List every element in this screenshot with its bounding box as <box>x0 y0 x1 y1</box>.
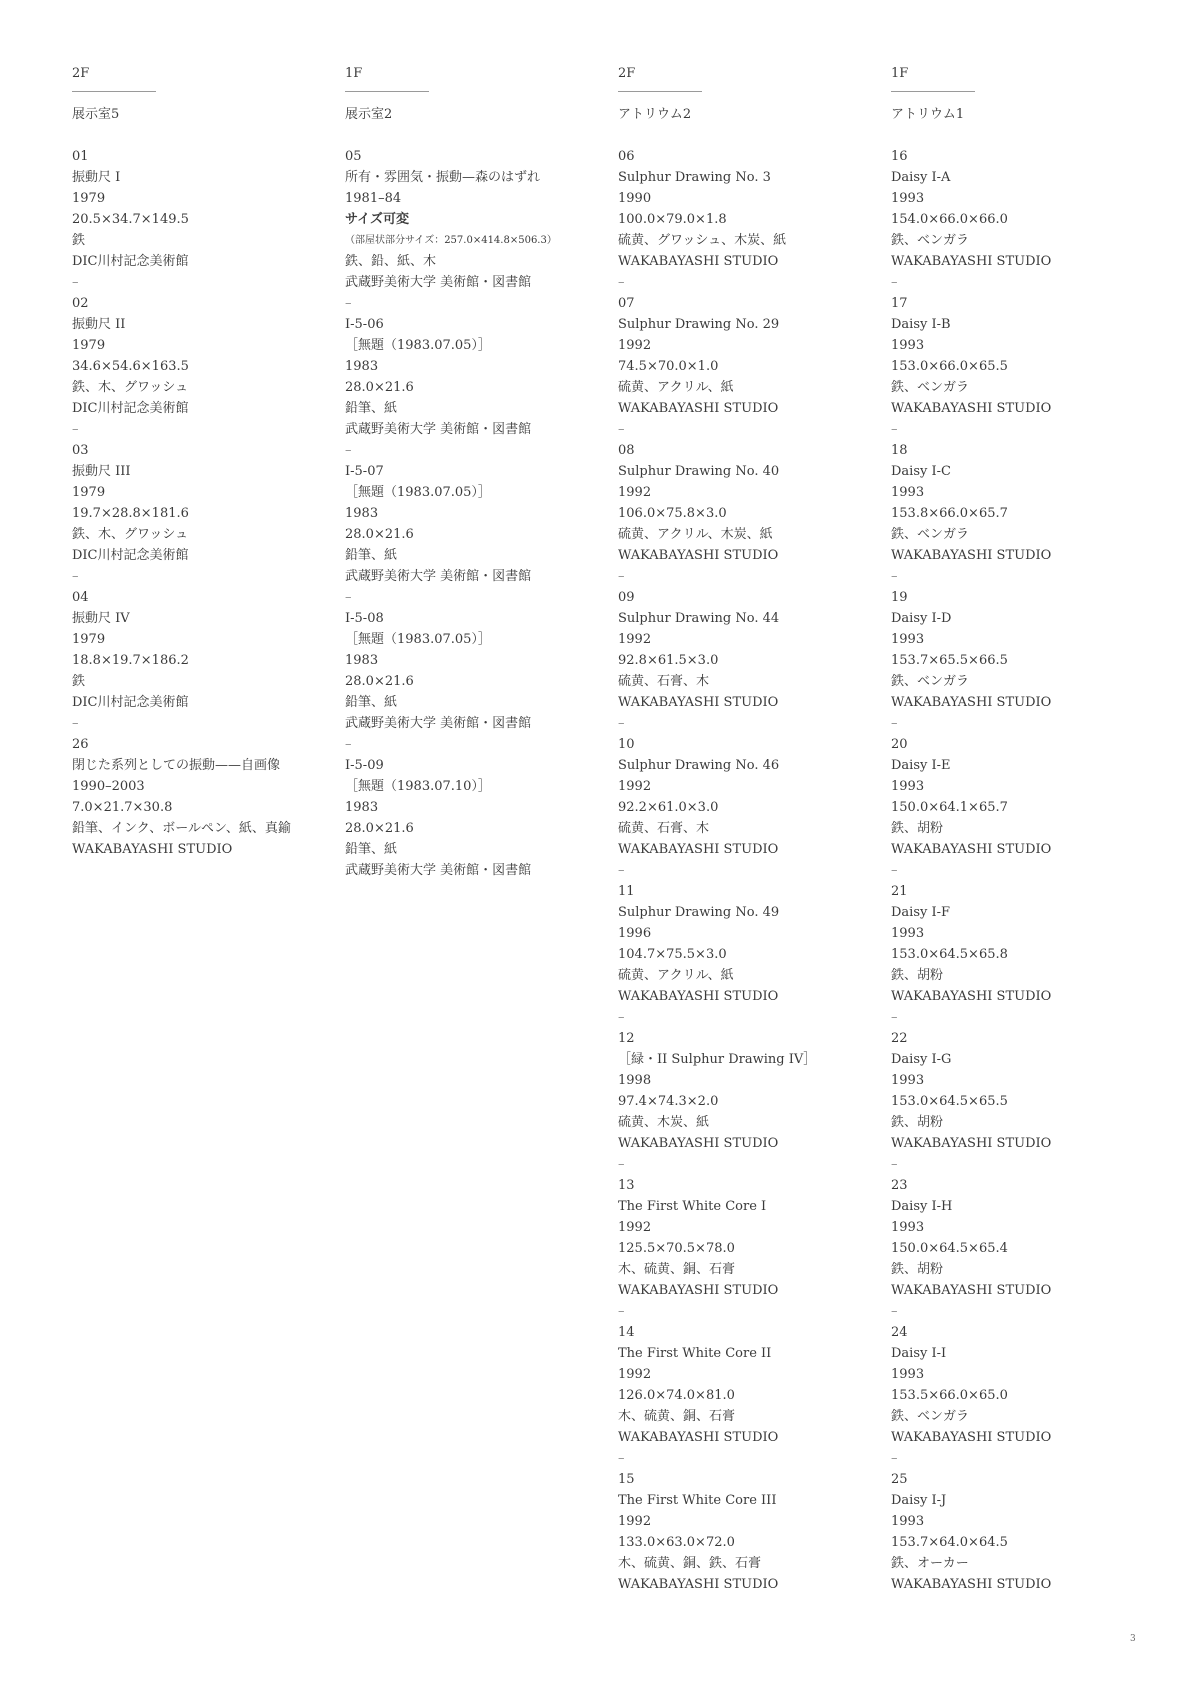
entry-line: WAKABAYASHI STUDIO <box>618 1430 779 1445</box>
entry-line: 125.5×70.5×78.0 <box>618 1241 735 1256</box>
entry-line: 153.0×64.5×65.8 <box>891 947 1008 962</box>
entry-line: 1992 <box>618 485 652 500</box>
page-number: 3 <box>1130 1634 1136 1644</box>
entry-line: 02 <box>72 296 89 311</box>
entry-line: 鉄、胡粉 <box>891 968 944 983</box>
entry-line: 武蔵野美術大学 美術館・図書館 <box>345 422 532 437</box>
entry-line: 鉄、ベンガラ <box>891 674 970 689</box>
entry-line: 硫黄、アクリル、木炭、紙 <box>618 527 773 542</box>
entry-line: 1992 <box>618 1220 652 1235</box>
entry-line: 閉じた系列としての振動——自画像 <box>72 758 281 773</box>
entry-line: 1979 <box>72 338 106 353</box>
entry-separator: – <box>618 569 625 584</box>
entry-separator: – <box>618 1010 625 1025</box>
entry-line: DIC川村記念美術館 <box>72 548 189 563</box>
entry-line: 硫黄、グワッシュ、木炭、紙 <box>618 233 787 248</box>
entry-separator: – <box>891 275 898 290</box>
entry-line: 木、硫黄、銅、鉄、石膏 <box>618 1556 762 1571</box>
entry-line: WAKABAYASHI STUDIO <box>891 1577 1052 1592</box>
entry-line: WAKABAYASHI STUDIO <box>72 842 233 857</box>
room-label: アトリウム2 <box>618 107 692 122</box>
entry-line: WAKABAYASHI STUDIO <box>618 548 779 563</box>
entry-line: 1983 <box>345 359 379 374</box>
column-1 <box>72 63 342 860</box>
entry-line: 1990 <box>618 191 652 206</box>
entry-line: 74.5×70.0×1.0 <box>618 359 719 374</box>
entry-separator: – <box>618 863 625 878</box>
entry-line: Daisy I-E <box>891 758 951 773</box>
entry-line: 1993 <box>891 779 925 794</box>
floor-label: 1F <box>345 66 363 81</box>
entry-line: Sulphur Drawing No. 46 <box>618 758 780 773</box>
entry-separator: – <box>72 569 79 584</box>
entry-line: 硫黄、石膏、木 <box>618 674 710 689</box>
entry-line: 154.0×66.0×66.0 <box>891 212 1008 227</box>
entry-separator: – <box>72 422 79 437</box>
entry-line: 鉄、鉛、紙、木 <box>345 254 437 269</box>
entry-line: 28.0×21.6 <box>345 527 414 542</box>
entry-line: 14 <box>618 1325 635 1340</box>
entry-line: 97.4×74.3×2.0 <box>618 1094 719 1109</box>
artwork-list <box>891 146 1161 1595</box>
entry-line: 1992 <box>618 1514 652 1529</box>
entry-line: 153.7×65.5×66.5 <box>891 653 1008 668</box>
entry-separator: – <box>891 716 898 731</box>
entry-line: 1992 <box>618 779 652 794</box>
entry-line: 1993 <box>891 338 925 353</box>
entry-line: 03 <box>72 443 89 458</box>
entry-line: 硫黄、石膏、木 <box>618 821 710 836</box>
entry-line: 鉄、ベンガラ <box>891 527 970 542</box>
entry-separator: – <box>891 569 898 584</box>
entry-line: WAKABAYASHI STUDIO <box>891 1136 1052 1151</box>
entry-line: 05 <box>345 149 362 164</box>
entry-line: 21 <box>891 884 908 899</box>
entry-line: 07 <box>618 296 635 311</box>
entry-separator: – <box>618 716 625 731</box>
divider <box>345 91 429 92</box>
entry-line: 13 <box>618 1178 635 1193</box>
entry-line: Daisy I-I <box>891 1346 947 1361</box>
entry-line: 振動尺 III <box>72 464 131 479</box>
entry-line: 1993 <box>891 1514 925 1529</box>
entry-line: 鉄、ベンガラ <box>891 233 970 248</box>
entry-line: 1993 <box>891 632 925 647</box>
entry-line: 振動尺 II <box>72 317 126 332</box>
entry-line: Sulphur Drawing No. 44 <box>618 611 780 626</box>
entry-line: 鉛筆、インク、ボールペン、紙、真鍮 <box>72 821 291 836</box>
entry-line: 所有・雰囲気・振動—森のはずれ <box>345 170 541 185</box>
room-label: 展示室5 <box>72 107 120 122</box>
entry-line: 鉄 <box>72 674 86 689</box>
entry-line: Daisy I-J <box>891 1493 947 1508</box>
entry-line: 34.6×54.6×163.5 <box>72 359 189 374</box>
entry-line: 153.5×66.0×65.0 <box>891 1388 1008 1403</box>
entry-line: 17 <box>891 296 908 311</box>
entry-separator: – <box>345 443 352 458</box>
entry-line: 武蔵野美術大学 美術館・図書館 <box>345 863 532 878</box>
entry-line: 20.5×34.7×149.5 <box>72 212 189 227</box>
entry-line: WAKABAYASHI STUDIO <box>891 989 1052 1004</box>
column-3 <box>618 63 888 1595</box>
entry-line: WAKABAYASHI STUDIO <box>891 1283 1052 1298</box>
entry-line: 25 <box>891 1472 908 1487</box>
entry-line: 振動尺 IV <box>72 611 130 626</box>
entry-line: 01 <box>72 149 89 164</box>
entry-line: 150.0×64.5×65.4 <box>891 1241 1008 1256</box>
entry-line: 硫黄、アクリル、紙 <box>618 380 734 395</box>
entry-line: 硫黄、木炭、紙 <box>618 1115 710 1130</box>
entry-separator: – <box>891 422 898 437</box>
entry-line: 木、硫黄、銅、石膏 <box>618 1262 736 1277</box>
entry-line: WAKABAYASHI STUDIO <box>891 1430 1052 1445</box>
entry-line: 武蔵野美術大学 美術館・図書館 <box>345 569 532 584</box>
entry-line: WAKABAYASHI STUDIO <box>891 401 1052 416</box>
artwork-list <box>618 146 888 1595</box>
divider <box>618 91 702 92</box>
entry-separator: – <box>72 275 79 290</box>
entry-line: 100.0×79.0×1.8 <box>618 212 727 227</box>
entry-line: 鉄、オーカー <box>891 1556 969 1571</box>
entry-line: 鉛筆、紙 <box>345 548 398 563</box>
entry-line: 7.0×21.7×30.8 <box>72 800 173 815</box>
entry-line: 28.0×21.6 <box>345 380 414 395</box>
entry-line: ［無題（1983.07.05）］ <box>345 338 491 353</box>
room-label: アトリウム1 <box>891 107 965 122</box>
entry-separator: – <box>345 590 352 605</box>
floor-label: 2F <box>618 66 636 81</box>
entry-line: 鉛筆、紙 <box>345 695 398 710</box>
entry-line: Daisy I-A <box>891 170 951 185</box>
entry-line: 鉄、胡粉 <box>891 821 944 836</box>
entry-line: 104.7×75.5×3.0 <box>618 947 727 962</box>
entry-line: WAKABAYASHI STUDIO <box>891 548 1052 563</box>
column-4 <box>891 63 1161 1595</box>
entry-line: 振動尺 I <box>72 170 121 185</box>
entry-separator: – <box>345 737 352 752</box>
entry-line: Daisy I-D <box>891 611 952 626</box>
entry-line: Daisy I-B <box>891 317 951 332</box>
entry-line: Daisy I-F <box>891 905 951 920</box>
entry-line: DIC川村記念美術館 <box>72 401 189 416</box>
entry-line: DIC川村記念美術館 <box>72 695 189 710</box>
entry-line: 武蔵野美術大学 美術館・図書館 <box>345 275 532 290</box>
entry-line: 28.0×21.6 <box>345 674 414 689</box>
entry-line: 鉄、ベンガラ <box>891 380 970 395</box>
entry-line: The First White Core III <box>618 1493 777 1508</box>
divider <box>891 91 975 92</box>
entry-line: WAKABAYASHI STUDIO <box>891 842 1052 857</box>
entry-line: 24 <box>891 1325 908 1340</box>
entry-line: I-5-08 <box>345 611 384 626</box>
entry-line: WAKABAYASHI STUDIO <box>618 989 779 1004</box>
entry-line: 硫黄、アクリル、紙 <box>618 968 734 983</box>
entry-line: 木、硫黄、銅、石膏 <box>618 1409 736 1424</box>
entry-line: 鉄、胡粉 <box>891 1262 944 1277</box>
floor-label: 2F <box>72 66 90 81</box>
entry-line: Sulphur Drawing No. 40 <box>618 464 780 479</box>
entry-line: WAKABAYASHI STUDIO <box>618 1577 779 1592</box>
entry-line: The First White Core II <box>618 1346 772 1361</box>
entry-line: 1979 <box>72 485 106 500</box>
entry-separator: – <box>618 422 625 437</box>
floor-label: 1F <box>891 66 909 81</box>
entry-line: Daisy I-H <box>891 1199 953 1214</box>
entry-line: 12 <box>618 1031 635 1046</box>
column-2 <box>345 63 615 881</box>
entry-line: DIC川村記念美術館 <box>72 254 189 269</box>
entry-separator: – <box>891 1451 898 1466</box>
entry-line: WAKABAYASHI STUDIO <box>618 695 779 710</box>
entry-line: 10 <box>618 737 635 752</box>
entry-line: 1993 <box>891 1220 925 1235</box>
artwork-list <box>345 146 615 881</box>
entry-line: WAKABAYASHI STUDIO <box>891 695 1052 710</box>
entry-line: 18 <box>891 443 908 458</box>
entry-line: 28.0×21.6 <box>345 821 414 836</box>
entry-line: 1992 <box>618 1367 652 1382</box>
entry-line: （部屋状部分サイズ：257.0×414.8×506.3） <box>345 235 557 246</box>
entry-line: 106.0×75.8×3.0 <box>618 506 727 521</box>
divider <box>72 91 156 92</box>
entry-line: 鉄、ベンガラ <box>891 1409 970 1424</box>
entry-separator: – <box>618 1157 625 1172</box>
entry-line: 11 <box>618 884 635 899</box>
entry-line: Daisy I-G <box>891 1052 952 1067</box>
entry-line: WAKABAYASHI STUDIO <box>618 1283 779 1298</box>
entry-line: 153.7×64.0×64.5 <box>891 1535 1008 1550</box>
entry-line: Sulphur Drawing No. 49 <box>618 905 780 920</box>
entry-line: 1983 <box>345 653 379 668</box>
entry-line: Sulphur Drawing No. 29 <box>618 317 780 332</box>
entry-line: 鉄 <box>72 233 86 248</box>
entry-line: 09 <box>618 590 635 605</box>
entry-line: 126.0×74.0×81.0 <box>618 1388 735 1403</box>
entry-line: Sulphur Drawing No. 3 <box>618 170 771 185</box>
entry-line: 1993 <box>891 485 925 500</box>
entry-line: 1996 <box>618 926 652 941</box>
entry-line: 06 <box>618 149 635 164</box>
entry-line: I-5-09 <box>345 758 384 773</box>
entry-line: 1992 <box>618 338 652 353</box>
entry-line: 23 <box>891 1178 908 1193</box>
entry-line: 18.8×19.7×186.2 <box>72 653 189 668</box>
entry-separator: – <box>618 1304 625 1319</box>
entry-line: 鉛筆、紙 <box>345 401 398 416</box>
entry-line: 153.0×64.5×65.5 <box>891 1094 1008 1109</box>
entry-line: 1979 <box>72 632 106 647</box>
entry-separator: – <box>72 716 79 731</box>
entry-separator: – <box>891 863 898 878</box>
entry-line: ［無題（1983.07.05）］ <box>345 632 491 647</box>
entry-line: 鉛筆、紙 <box>345 842 398 857</box>
entry-separator: – <box>891 1304 898 1319</box>
entry-line: 22 <box>891 1031 908 1046</box>
entry-line: ［無題（1983.07.10）］ <box>345 779 491 794</box>
entry-line: 26 <box>72 737 89 752</box>
entry-line: 04 <box>72 590 89 605</box>
entry-line: 鉄、木、グワッシュ <box>72 527 189 542</box>
entry-line: 1983 <box>345 506 379 521</box>
entry-line: WAKABAYASHI STUDIO <box>618 401 779 416</box>
entry-line: 1979 <box>72 191 106 206</box>
entry-line: 16 <box>891 149 908 164</box>
entry-line: 1992 <box>618 632 652 647</box>
artwork-list <box>72 146 342 860</box>
entry-separator: – <box>891 1157 898 1172</box>
entry-line: 鉄、木、グワッシュ <box>72 380 189 395</box>
entry-line: I-5-07 <box>345 464 384 479</box>
entry-line: 08 <box>618 443 635 458</box>
entry-line: 19.7×28.8×181.6 <box>72 506 189 521</box>
entry-line: 133.0×63.0×72.0 <box>618 1535 735 1550</box>
entry-line: WAKABAYASHI STUDIO <box>618 842 779 857</box>
entry-line: 15 <box>618 1472 635 1487</box>
entry-line: 鉄、胡粉 <box>891 1115 944 1130</box>
entry-line: The First White Core I <box>618 1199 767 1214</box>
entry-line: WAKABAYASHI STUDIO <box>618 1136 779 1151</box>
entry-line: I-5-06 <box>345 317 384 332</box>
entry-line: Daisy I-C <box>891 464 951 479</box>
entry-line: 1993 <box>891 1367 925 1382</box>
entry-line: 20 <box>891 737 908 752</box>
entry-line: 92.2×61.0×3.0 <box>618 800 719 815</box>
entry-line: 19 <box>891 590 908 605</box>
entry-line: 1993 <box>891 191 925 206</box>
entry-line: 92.8×61.5×3.0 <box>618 653 719 668</box>
entry-line: WAKABAYASHI STUDIO <box>891 254 1052 269</box>
entry-separator: – <box>618 275 625 290</box>
entry-line: 153.8×66.0×65.7 <box>891 506 1008 521</box>
entry-line: 1998 <box>618 1073 652 1088</box>
entry-line: 150.0×64.1×65.7 <box>891 800 1008 815</box>
entry-line: 1990–2003 <box>72 779 145 794</box>
entry-line: 武蔵野美術大学 美術館・図書館 <box>345 716 532 731</box>
entry-line: ［無題（1983.07.05）］ <box>345 485 491 500</box>
entry-line: 1983 <box>345 800 379 815</box>
entry-line: 153.0×66.0×65.5 <box>891 359 1008 374</box>
entry-separator: – <box>618 1451 625 1466</box>
entry-separator: – <box>345 296 352 311</box>
entry-line: 1981–84 <box>345 191 402 206</box>
room-label: 展示室2 <box>345 107 393 122</box>
entry-separator: – <box>891 1010 898 1025</box>
entry-line: WAKABAYASHI STUDIO <box>618 254 779 269</box>
entry-line: ［緑・II Sulphur Drawing IV］ <box>618 1052 817 1067</box>
entry-line: サイズ可変 <box>345 212 409 227</box>
entry-line: 1993 <box>891 926 925 941</box>
entry-line: 1993 <box>891 1073 925 1088</box>
